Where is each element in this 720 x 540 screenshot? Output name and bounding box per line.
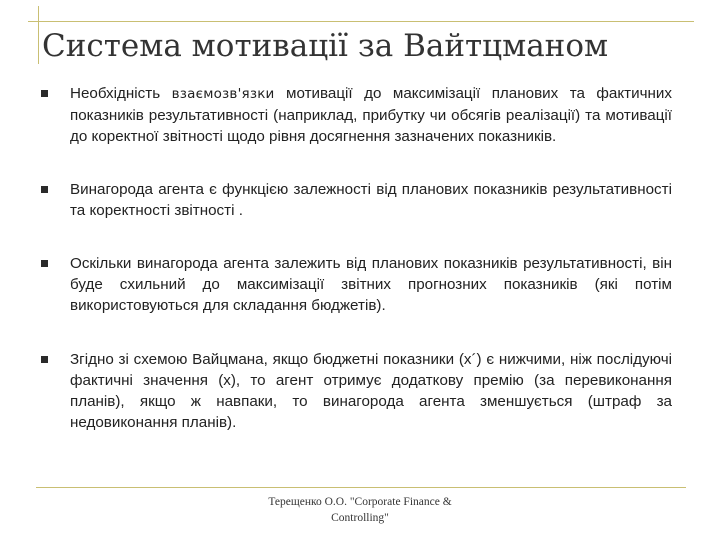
bullet-text-part: Необхідність [70, 85, 172, 102]
bullet-item-2 [40, 179, 672, 221]
bullet-text: Винагорода агента є функцією залежності від планових показників результативності та коректності звітності . [70, 181, 672, 219]
frame-bottom-line [36, 487, 686, 488]
footer-line-1: Терещенко О.О. "Corporate Finance & [268, 496, 452, 508]
bullet-item-1 [40, 83, 672, 147]
bullet-text: Згідно зі схемою Вайцмана, якщо бюджетні показники (х´) є нижчими, ніж послідуючі фактичні значення (х), то агент отримує додаткову премію (за перевиконання планів), якщо ж навпаки, то винагорода агента зменшується (штраф за недовиконання планів). [70, 351, 672, 431]
bullet-text-emphasis: взаємозв'язки [171, 86, 275, 102]
square-bullet-icon [41, 90, 48, 97]
footer-citation [240, 494, 480, 526]
square-bullet-icon [41, 186, 48, 193]
frame-vertical-line [38, 6, 39, 64]
bullet-item-3 [40, 253, 672, 316]
bullet-list [40, 83, 672, 465]
square-bullet-icon [41, 356, 48, 363]
square-bullet-icon [41, 260, 48, 267]
bullet-text: Оскільки винагорода агента залежить від планових показників результативності, він буде схильний до максимізації звітних прогнозних показників (які потім використовуються для складання бюджетів). [70, 255, 672, 314]
footer-line-2: Controlling" [331, 512, 389, 524]
frame-top-line [28, 21, 694, 22]
bullet-item-4 [40, 349, 672, 433]
bullet-text-part: мотивації до максимізації планових та фактичних показників результативності (наприклад, прибутку чи обсягів реалізації) та мотивації до коректної звітності щодо рівня досягнення зазначених показників. [70, 85, 672, 145]
slide-title: Система мотивації за Вайтцманом [42, 28, 609, 64]
